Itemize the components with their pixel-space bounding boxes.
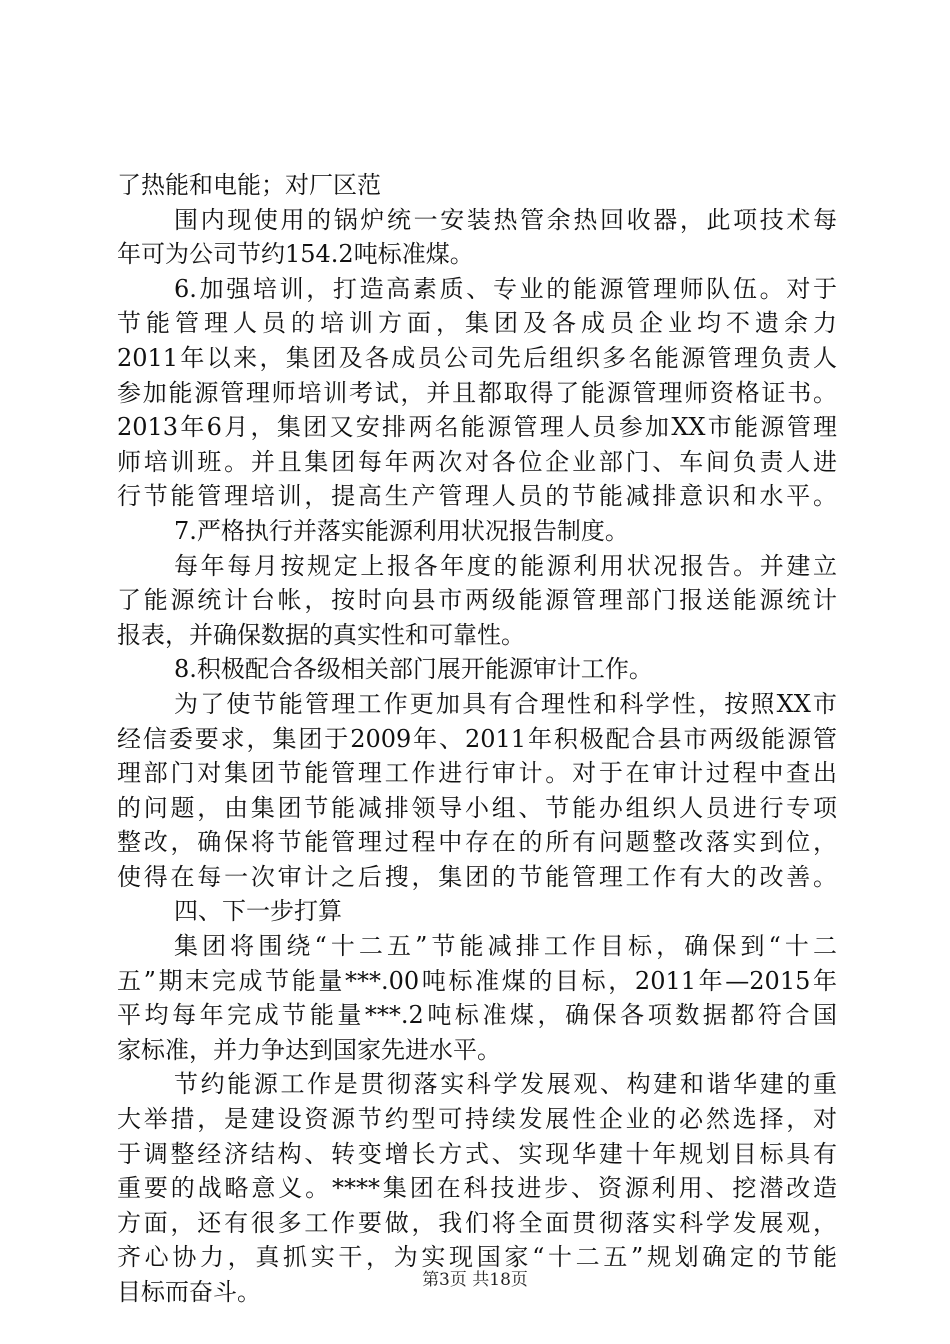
- text-line: 齐心协力，真抓实干，为实现国家“十二五”规划确定的节能: [117, 1243, 837, 1272]
- text-line: 2011年以来，集团及各成员公司先后组织多名能源管理负责人: [117, 343, 837, 372]
- text-line: 每年每月按规定上报各年度的能源利用状况报告。并建立: [174, 551, 837, 580]
- text-line: 理部门对集团节能管理工作进行审计。对于在审计过程中查出: [117, 759, 837, 788]
- text-line: 节能管理人员的培训方面，集团及各成员企业均不遗余力: [117, 309, 837, 338]
- text-line: 大举措，是建设资源节约型可持续发展性企业的必然选择，对: [117, 1105, 837, 1134]
- text-line: 方面，还有很多工作要做，我们将全面贯彻落实科学发展观，: [117, 1208, 837, 1237]
- text-line: 于调整经济结构、转变增长方式、实现华建十年规划目标具有: [117, 1139, 837, 1168]
- text-line: 6.加强培训，打造高素质、专业的能源管理师队伍。对于: [174, 274, 837, 303]
- text-line: 重要的战略意义。****集团在科技进步、资源利用、挖潜改造: [117, 1174, 837, 1203]
- text-line: 行节能管理培训，提高生产管理人员的节能减排意识和水平。: [117, 482, 837, 511]
- document-body: [117, 168, 837, 1310]
- text-line: 8.积极配合各级相关部门展开能源审计工作。: [174, 655, 653, 684]
- text-line: 报表，并确保数据的真实性和可靠性。: [117, 620, 525, 649]
- text-line: 了热能和电能；对厂区范: [117, 171, 381, 199]
- text-line: 目标而奋斗。: [117, 1278, 261, 1306]
- text-line: 平均每年完成节能量***.2吨标准煤，确保各项数据都符合国: [117, 1001, 837, 1030]
- text-line: 围内现使用的锅炉统一安装热管余热回收器，此项技术每: [174, 205, 837, 234]
- page-footer: 第3页 共18页: [422, 1270, 528, 1290]
- text-line: 节约能源工作是贯彻落实科学发展观、构建和谐华建的重: [174, 1070, 837, 1099]
- text-line: 参加能源管理师培训考试，并且都取得了能源管理师资格证书。: [117, 378, 837, 407]
- text-line: 为了使节能管理工作更加具有合理性和科学性，按照XX市: [174, 689, 837, 718]
- text-line: 四、下一步打算: [174, 897, 342, 926]
- text-line: 整改，确保将节能管理过程中存在的所有问题整改落实到位，: [117, 828, 837, 857]
- text-line: 年可为公司节约154.2吨标准煤。: [117, 240, 474, 269]
- text-line: 师培训班。并且集团每年两次对各位企业部门、车间负责人进: [117, 447, 837, 476]
- text-line: 家标准，并力争达到国家先进水平。: [117, 1035, 501, 1064]
- text-line: 使得在每一次审计之后搜，集团的节能管理工作有大的改善。: [117, 862, 837, 891]
- text-line: 7.严格执行并落实能源利用状况报告制度。: [174, 516, 629, 545]
- text-line: 的问题，由集团节能减排领导小组、节能办组织人员进行专项: [117, 793, 837, 822]
- text-line: 了能源统计台帐，按时向县市两级能源管理部门报送能源统计: [117, 586, 837, 615]
- text-line: 集团将围绕“十二五”节能减排工作目标，确保到“十二: [174, 932, 837, 961]
- text-line: 五”期末完成节能量***.00吨标准煤的目标，2011年—2015年: [117, 966, 837, 995]
- text-line: 2013年6月，集团又安排两名能源管理人员参加XX市能源管理: [117, 413, 837, 442]
- text-line: 经信委要求，集团于2009年、2011年积极配合县市两级能源管: [117, 724, 837, 753]
